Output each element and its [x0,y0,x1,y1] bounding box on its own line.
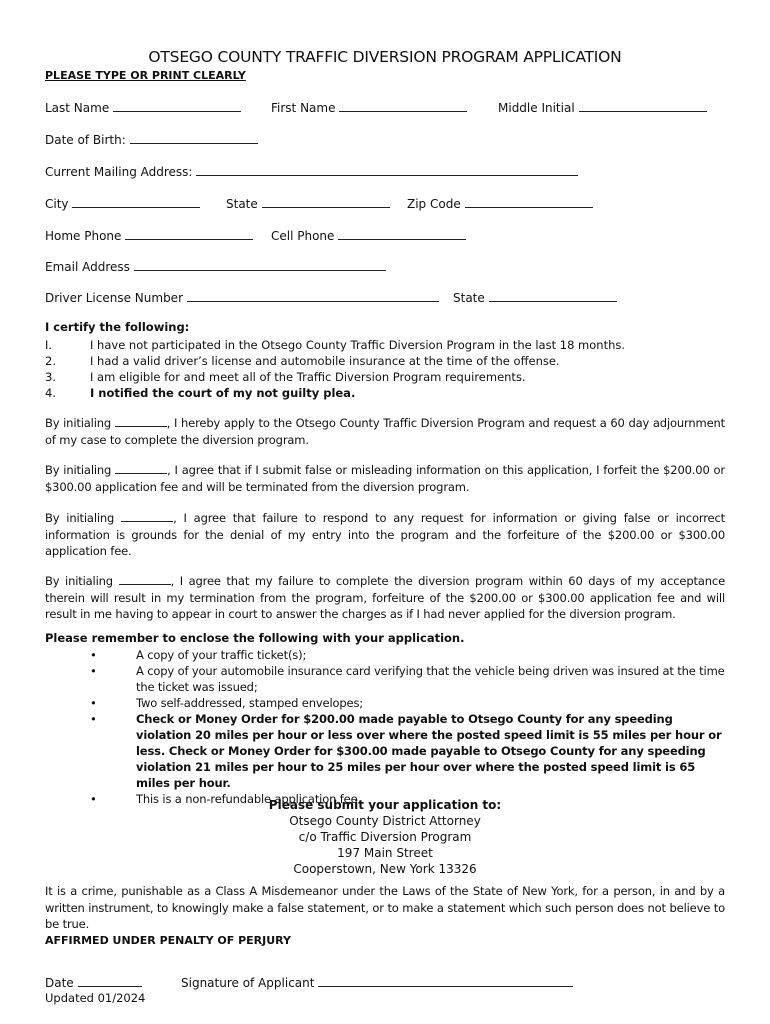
bullet-icon: • [90,712,97,726]
submit-heading: Please submit your application to: [268,798,502,812]
initial-pre: By initialing [45,574,113,588]
driver-license-line[interactable] [187,290,439,302]
last-name-line[interactable] [113,100,241,112]
certify-item-number: 4. [45,386,56,400]
certify-item [45,385,625,401]
bullet-icon: • [90,648,97,662]
certify-item-number: I. [45,338,53,352]
cell-phone-field[interactable] [271,228,466,243]
signature-line[interactable] [318,975,573,987]
cell-phone-label: Cell Phone [271,229,335,243]
list-item [90,647,726,663]
list-item-text: Check or Money Order for $200.00 made payable to Otsego County for any speeding violation 20 miles per hour or less over where the posted speed limit is 55 miles per hour or less. Check or Money Order for $300.00 made payable to Otsego County for any speeding violation 21 miles per hour to 25 miles per hour over where the posted speed limit is 65 miles per hour. [136,712,722,790]
certify-item-text: I have not participated in the Otsego County Traffic Diversion Program in the last 18 months. [90,338,626,352]
initial-pre: By initialing [45,463,112,477]
certify-list [45,337,625,401]
list-item-text: A copy of your automobile insurance card verifying that the vehicle being driven was insured at the time the ticket was issued; [136,664,725,694]
email-label: Email Address [45,260,130,274]
email-line[interactable] [134,259,386,271]
dob-field[interactable] [45,132,258,147]
date-label: Date [45,976,74,990]
certify-item-text: I had a valid driver’s license and automobile insurance at the time of the offense. [90,354,560,368]
certify-heading: I certify the following: [45,320,190,334]
cell-phone-line[interactable] [338,228,466,240]
middle-initial-line[interactable] [579,100,707,112]
list-item-text: Two self-addressed, stamped envelopes; [136,696,364,710]
zip-field[interactable] [407,196,593,211]
initial-pre: By initialing [45,416,112,430]
affirmed-heading: AFFIRMED UNDER PENALTY OF PERJURY [45,934,291,947]
middle-initial-field[interactable] [498,100,707,115]
first-name-line[interactable] [339,100,467,112]
list-item [90,663,726,695]
last-name-label: Last Name [45,101,110,115]
initial-line[interactable] [121,511,173,522]
updated-date: Updated 01/2024 [45,991,146,1005]
mailing-address-line[interactable] [196,164,578,176]
initial-post: , I hereby apply to the Otsego County Traffic Diversion Program and request a 60 day adjournment of my case to complete the diversion program. [45,416,726,447]
enclose-heading: Please remember to enclose the following with your application. [45,631,465,645]
initial-paragraph [45,462,725,495]
signature-field[interactable] [181,975,573,990]
state-field[interactable] [226,196,390,211]
submit-line: 197 Main Street [337,846,433,860]
home-phone-label: Home Phone [45,229,122,243]
certify-item-text: I am eligible for and meet all of the Traffic Diversion Program requirements. [90,370,526,384]
initial-line[interactable] [119,574,171,585]
home-phone-line[interactable] [125,228,253,240]
perjury-warning: It is a crime, punishable as a Class A Misdemeanor under the Laws of the State of New York, for a person, in and by a written instrument, to knowingly make a false statement, or to make a statement which such person does not believe to be true. [45,884,725,931]
city-label: City [45,197,69,211]
page-title: OTSEGO COUNTY TRAFFIC DIVERSION PROGRAM APPLICATION [148,48,622,66]
bullet-icon: • [90,696,97,710]
email-field[interactable] [45,259,386,274]
date-line[interactable] [78,975,142,987]
state-line[interactable] [262,196,390,208]
mailing-address-field[interactable] [45,164,578,179]
list-item [90,711,726,791]
initial-paragraph [45,573,725,623]
certify-item [45,369,625,385]
certify-item [45,337,625,353]
middle-initial-label: Middle Initial [498,101,575,115]
initial-paragraph [45,510,725,560]
list-item-text: A copy of your traffic ticket(s); [136,648,307,662]
mailing-address-label: Current Mailing Address: [45,165,193,179]
initial-post: , I agree that if I submit false or misleading information on this application, I forfeit the $200.00 or $300.00 application fee and will be terminated from the diversion program. [45,463,725,494]
dl-state-line[interactable] [489,290,617,302]
print-instruction: PLEASE TYPE OR PRINT CLEARLY [45,69,246,82]
initial-paragraph [45,415,725,448]
zip-label: Zip Code [407,197,461,211]
first-name-field[interactable] [271,100,467,115]
dl-state-field[interactable] [453,290,617,305]
bullet-icon: • [90,664,97,678]
initial-line[interactable] [115,416,167,427]
last-name-field[interactable] [45,100,241,115]
city-field[interactable] [45,196,200,211]
certify-item-number: 2. [45,354,56,368]
first-name-label: First Name [271,101,336,115]
city-line[interactable] [72,196,200,208]
list-item [90,695,726,711]
driver-license-field[interactable] [45,290,439,305]
submit-line: c/o Traffic Diversion Program [298,830,472,844]
initial-pre: By initialing [45,511,115,525]
bullet-icon: • [90,792,97,806]
submit-address [0,797,770,877]
zip-line[interactable] [465,196,593,208]
list-item-text: This is a non-refundable application fee. [136,792,362,806]
dl-state-label: State [453,291,485,305]
certify-item-text: I notified the court of my not guilty plea. [90,386,356,400]
initial-post: , I agree that failure to respond to any request for information or giving false or incorrect information is grounds for the denial of my entry into the program and the forfeiture of the $200.00 or $300.00 application fee. [45,511,725,558]
enclose-list [90,647,726,807]
state-label: State [226,197,258,211]
signature-label: Signature of Applicant [181,976,315,990]
certify-item-number: 3. [45,370,56,384]
driver-license-label: Driver License Number [45,291,183,305]
dob-line[interactable] [130,132,258,144]
initial-post: , I agree that my failure to complete the diversion program within 60 days of my acceptance therein will result in my termination from the program, forfeiture of the $200.00 or $300.00 application fee and will result in me having to appear in court to answer the charges as if I had never applied for the diversion program. [45,574,725,621]
dob-label: Date of Birth: [45,133,126,147]
certify-item [45,353,625,369]
initial-line[interactable] [115,463,167,474]
submit-line: Cooperstown, New York 13326 [293,862,477,876]
home-phone-field[interactable] [45,228,253,243]
submit-line: Otsego County District Attorney [289,814,481,828]
date-field[interactable] [45,975,142,990]
